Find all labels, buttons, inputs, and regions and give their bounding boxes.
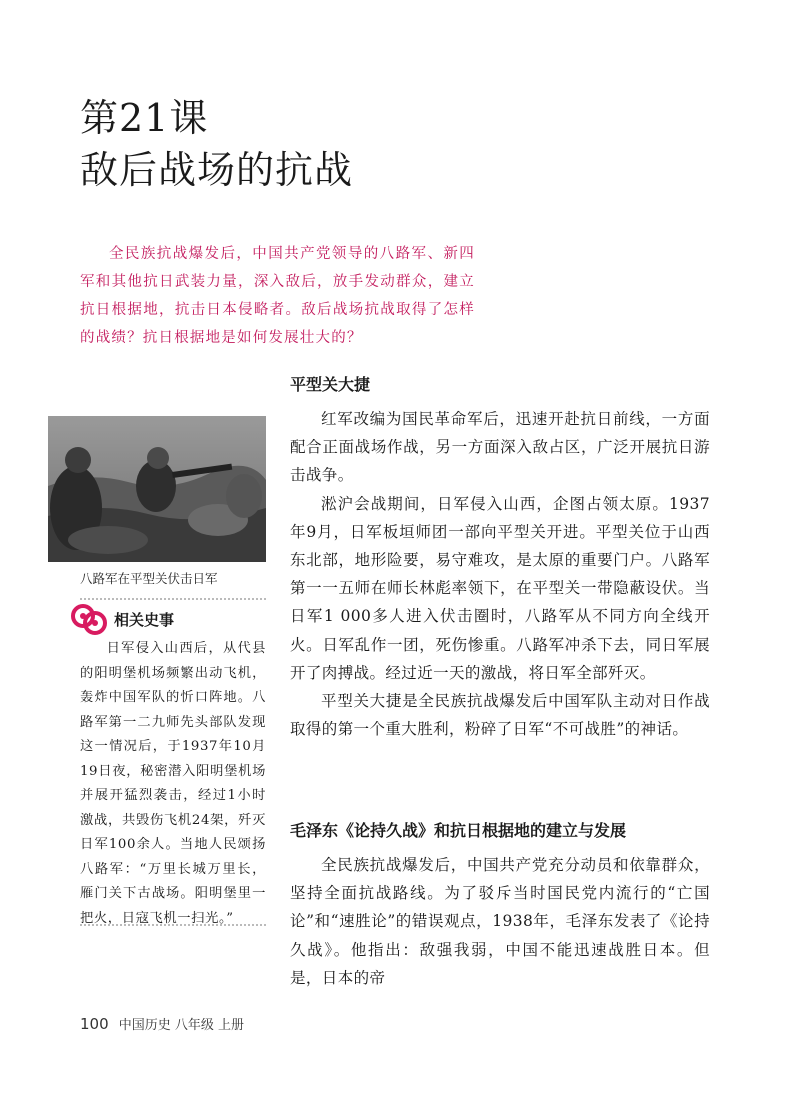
section-paragraph: 红军改编为国民革命军后，迅速开赴抗日前线，一方面配合正面战场作战，另一方面深入敌占区，广泛开展抗日游击战争。: [290, 410, 710, 485]
page-footer: [80, 1014, 244, 1033]
section-heading: 平型关大捷: [290, 375, 371, 394]
section-paragraph: 全民族抗战爆发后，中国共产党充分动员和依靠群众，坚持全面抗战路线。为了驳斥当时国民党内流行的“亡国论”和“速胜论”的错误观点，1938年，毛泽东发表了《论持久战》。他指出：敌强我弱，中国不能迅速战胜日本。但是，日本的帝: [290, 856, 710, 987]
related-history-icon: [70, 603, 108, 637]
section-pingxingguan: [290, 374, 710, 743]
sidebox-text: 日军侵入山西后，从代县的阳明堡机场频繁出动飞机，轰炸中国军队的忻口阵地。八路军第一二九师先头部队发现这一情况后，于1937年10月19日夜，秘密潜入阳明堡机场并展开猛烈袭击，经过1小时激战，共毁伤飞机24架，歼灭日军100余人。当地人民颂扬八路军：“万里长城万里长，雁门关下古战场。阳明堡里一把火，日寇飞机一扫光。”: [80, 641, 266, 926]
photo-caption: 八路军在平型关伏击日军: [80, 571, 218, 586]
battle-photo-image: [48, 416, 266, 562]
sidebox-bottom-divider: [80, 924, 266, 926]
lesson-name: 敌后战场的抗战: [80, 148, 354, 192]
sidebox-header: [70, 603, 270, 637]
sidebox-top-divider: [80, 598, 266, 600]
section-heading: 毛泽东《论持久战》和抗日根据地的建立与发展: [290, 821, 627, 840]
section-paragraph: 平型关大捷是全民族抗战爆发后中国军队主动对日作战取得的第一个重大胜利，粉碎了日军“不可战胜”的神话。: [290, 692, 710, 739]
battle-photo: [48, 416, 266, 562]
book-title: 中国历史 八年级 上册: [118, 1018, 245, 1033]
lesson-number: 第21课: [80, 96, 209, 140]
intro-paragraph: 全民族抗战爆发后，中国共产党领导的八路军、新四军和其他抗日武装力量，深入敌后，放手发动群众，建立抗日根据地，抗击日本侵略者。敌后战场抗战取得了怎样的战绩？抗日根据地是如何发展壮大的？: [80, 246, 475, 346]
section-paragraph: 淞沪会战期间，日军侵入山西，企图占领太原。1937年9月，日军板垣师团一部向平型关开进。平型关位于山西东北部，地形险要，易守难攻，是太原的重要门户。八路军第一一五师在师长林彪率领下，在平型关一带隐蔽设伏。当日军1 000多人进入伏击圈时，八路军从不同方向全线开火。日军乱作一团，死伤惨重。八路军冲杀下去，同日军展开了肉搏战。经过近一天的激战，将日军全部歼灭。: [290, 494, 710, 682]
page-number: 100: [80, 1015, 109, 1033]
lesson-title: [80, 92, 580, 196]
sidebox-title: 相关史事: [114, 611, 175, 629]
section-protracted-war: [290, 820, 710, 992]
